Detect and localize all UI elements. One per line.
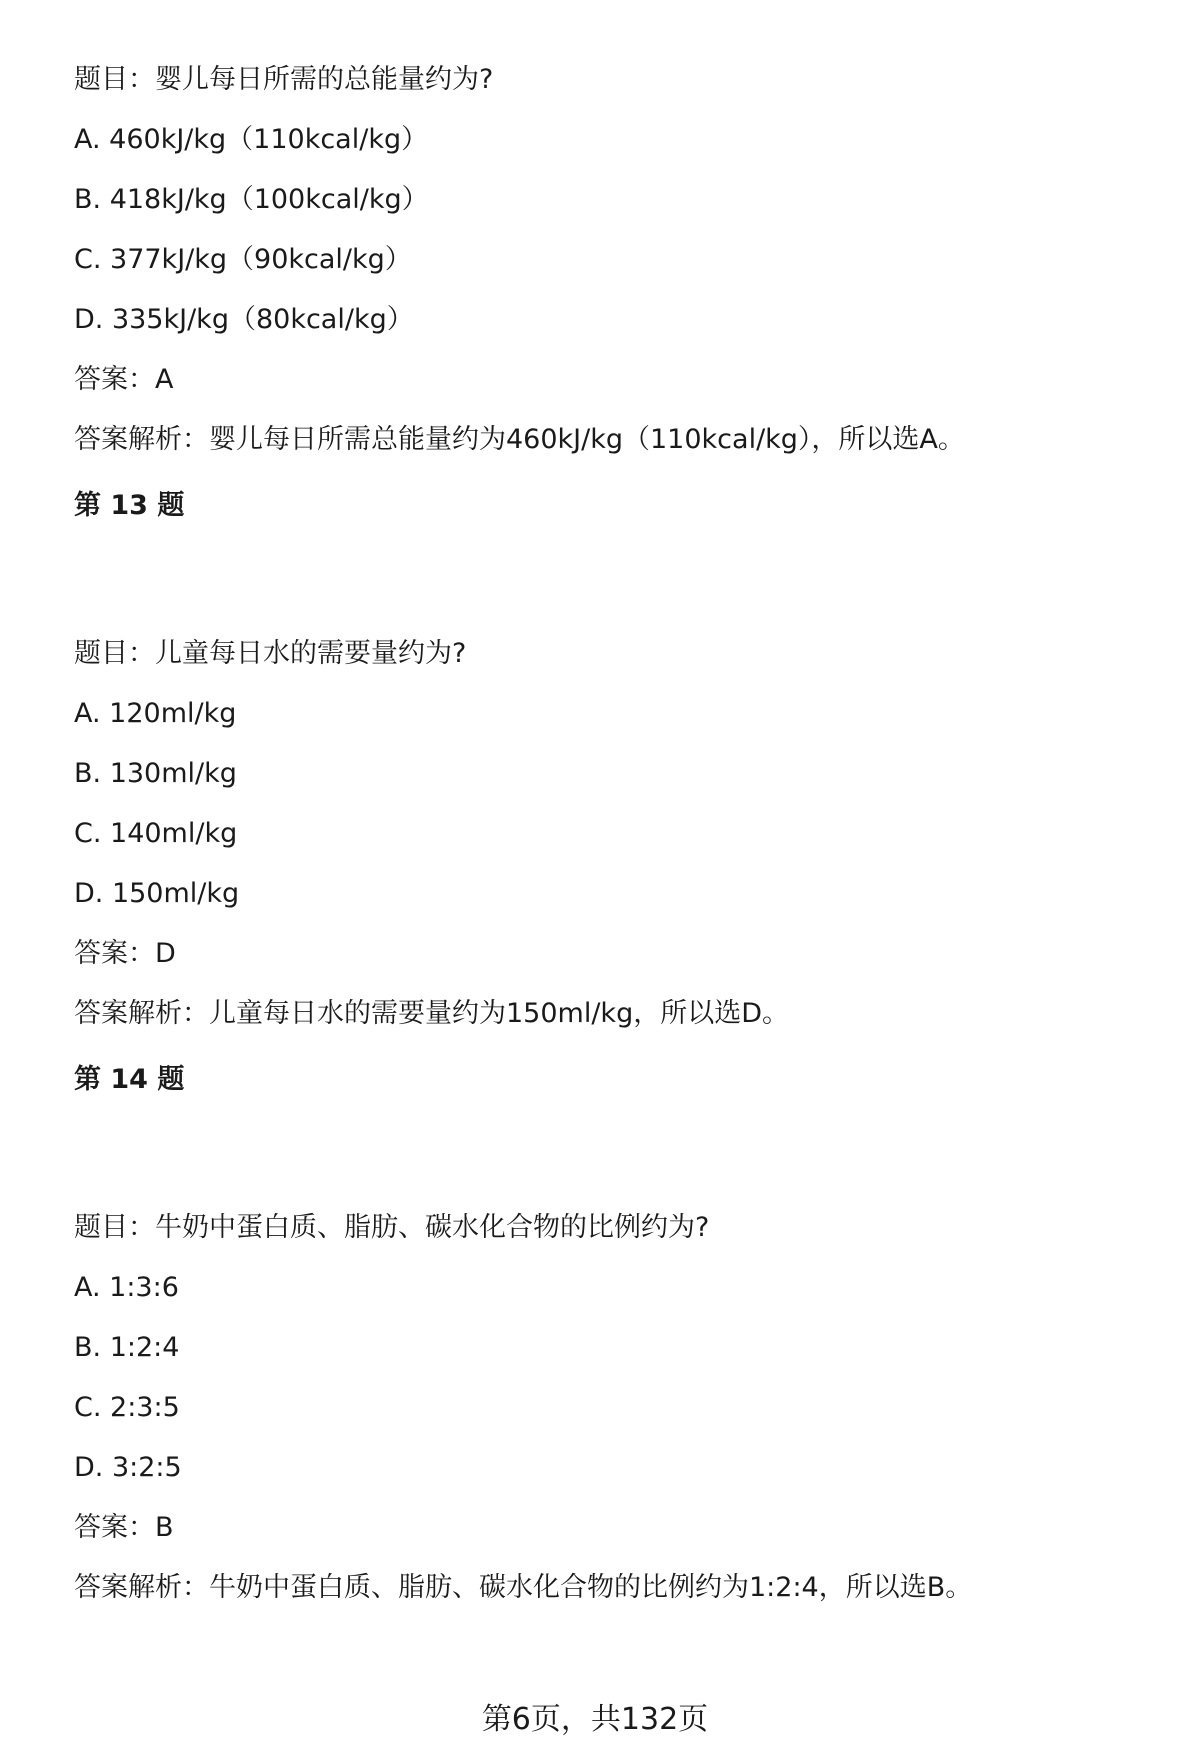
answer-analysis: 答案解析：婴儿每日所需总能量约为460kJ/kg（110kcal/kg），所以选A。 (74, 424, 965, 455)
question-block (74, 488, 1134, 1032)
option-b: B. 130ml/kg (74, 758, 237, 789)
page-number-footer: 第6页，共132页 (481, 1702, 709, 1737)
question-block (74, 62, 1134, 458)
option-d: D. 150ml/kg (74, 878, 240, 909)
answer-analysis: 答案解析：牛奶中蛋白质、脂肪、碳水化合物的比例约为1:2:4，所以选B。 (74, 1572, 973, 1603)
question-stem: 题目：儿童每日水的需要量约为? (74, 638, 467, 669)
document-page (74, 62, 1134, 1630)
option-d: D. 3:2:5 (74, 1452, 182, 1483)
answer: 答案：D (74, 938, 176, 969)
answer: 答案：A (74, 364, 174, 395)
option-a: A. 1:3:6 (74, 1272, 179, 1303)
question-stem: 题目：婴儿每日所需的总能量约为? (74, 64, 494, 95)
question-stem: 题目：牛奶中蛋白质、脂肪、碳水化合物的比例约为? (74, 1212, 710, 1243)
option-c: C. 377kJ/kg（90kcal/kg） (74, 244, 412, 275)
answer: 答案：B (74, 1512, 174, 1543)
question-heading: 第 13 题 (74, 490, 185, 521)
option-b: B. 418kJ/kg（100kcal/kg） (74, 184, 429, 215)
option-c: C. 2:3:5 (74, 1392, 180, 1423)
question-heading: 第 14 题 (74, 1064, 185, 1095)
option-d: D. 335kJ/kg（80kcal/kg） (74, 304, 414, 335)
option-c: C. 140ml/kg (74, 818, 238, 849)
option-a: A. 460kJ/kg（110kcal/kg） (74, 124, 429, 155)
option-b: B. 1:2:4 (74, 1332, 180, 1363)
option-a: A. 120ml/kg (74, 698, 237, 729)
answer-analysis: 答案解析：儿童每日水的需要量约为150ml/kg，所以选D。 (74, 998, 789, 1029)
question-block (74, 1062, 1134, 1606)
